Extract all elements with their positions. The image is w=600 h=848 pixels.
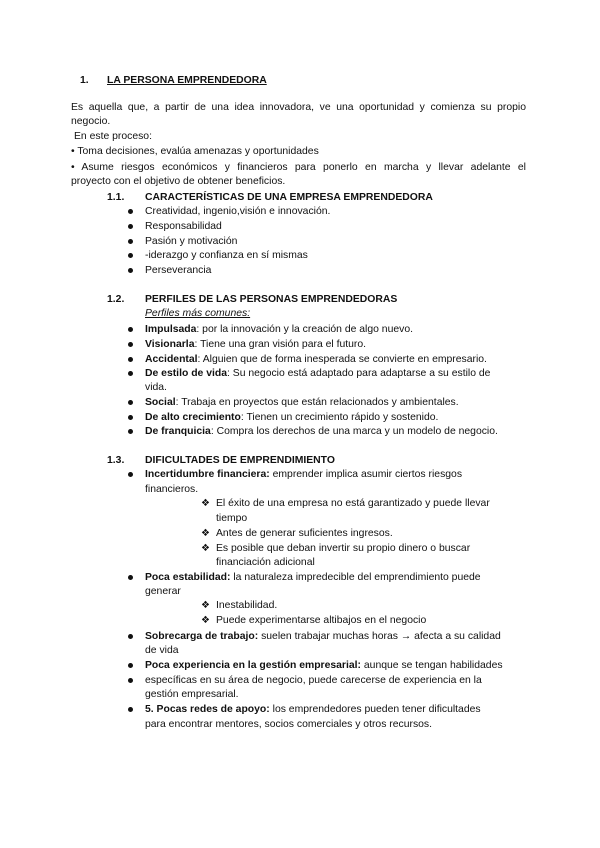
bullet-icon [128, 224, 133, 229]
diamond-bullet-icon: ❖ [201, 528, 210, 539]
section-title: CARACTERÍSTICAS DE UNA EMPRESA EMPRENDEDORA [145, 192, 433, 203]
item-text-continued: de vida [145, 645, 179, 656]
list-item [145, 411, 438, 424]
item-text: : Compra los derechos de una marca y un modelo de negocio. [210, 426, 498, 437]
item-term: Social [145, 397, 176, 408]
item-text-continued: vida. [145, 382, 167, 393]
list-item [145, 571, 481, 584]
item-text-continued: para encontrar mentores, socios comerciales y otros recursos. [145, 719, 433, 730]
list-item: Pasión y motivación [145, 236, 238, 247]
item-text: : por la innovación y la creación de algo nuevo. [196, 324, 414, 335]
bullet-icon [128, 253, 133, 258]
bullet-icon [128, 268, 133, 273]
item-text: : Su negocio está adaptado para adaptarse a su estilo de [227, 368, 491, 379]
bullet-icon [128, 575, 133, 580]
item-term: De alto crecimiento [145, 412, 241, 423]
list-item: -iderazgo y confianza en sí mismas [145, 250, 308, 261]
section-title: DIFICULTADES DE EMPRENDIMIENTO [145, 455, 335, 466]
heading-title: LA PERSONA EMPRENDEDORA [107, 75, 267, 86]
sub-item: Antes de generar suficientes ingresos. [216, 528, 393, 539]
list-item [145, 338, 366, 351]
item-text: : Tienen un crecimiento rápido y sostenido. [240, 412, 439, 423]
sub-item: Inestabilidad. [216, 600, 278, 611]
list-item [145, 659, 503, 672]
section-subtitle: Perfiles más comunes: [145, 308, 251, 319]
intro-point: proyecto con el objetivo de obtener beneficios. [71, 176, 286, 187]
item-text-continued: financieros. [145, 484, 199, 495]
item-term: De franquicia [145, 426, 211, 437]
item-text: aunque se tengan habilidades [361, 660, 503, 671]
list-item: Responsabilidad [145, 221, 222, 232]
intro-line: Es aquella que, a partir de una idea innovadora, ve una oportunidad y comienza su propio [71, 102, 526, 113]
item-text: la naturaleza impredecible del emprendimiento puede [230, 572, 481, 583]
intro-point: • Asume riesgos económicos y financieros para ponerlo en marcha y llevar adelante el [71, 162, 526, 173]
process-label: En este proceso: [74, 131, 152, 142]
list-item: Perseverancia [145, 265, 212, 276]
diamond-bullet-icon: ❖ [201, 498, 210, 509]
bullet-icon [128, 400, 133, 405]
item-term: Poca experiencia en la gestión empresarial: [145, 660, 361, 671]
list-item [145, 396, 459, 409]
list-item [145, 323, 413, 336]
sub-item-continued: financiación adicional [216, 557, 315, 568]
bullet-icon [128, 415, 133, 420]
item-text: emprender implica asumir ciertos riesgos [269, 469, 463, 480]
bullet-icon [128, 342, 133, 347]
item-text: : Tiene una gran visión para el futuro. [194, 339, 367, 350]
item-term: Poca estabilidad: [145, 572, 231, 583]
list-item [145, 353, 487, 366]
item-text: los emprendedores pueden tener dificultades [269, 704, 481, 715]
bullet-icon [128, 239, 133, 244]
bullet-icon [128, 429, 133, 434]
item-term: Accidental [145, 354, 198, 365]
item-text-continued: gestión empresarial. [145, 689, 239, 700]
bullet-icon [128, 209, 133, 214]
list-item [145, 425, 498, 438]
item-text: : Alguien que de forma inesperada se convierte en empresario. [197, 354, 487, 365]
bullet-icon [128, 634, 133, 639]
bullet-icon [128, 663, 133, 668]
bullet-icon [128, 707, 133, 712]
item-text: suelen trabajar muchas horas → afecta a su calidad [258, 631, 501, 642]
item-term: Impulsada [145, 324, 197, 335]
list-item [145, 703, 481, 716]
sub-item-continued: tiempo [216, 513, 248, 524]
sub-item: Es posible que deban invertir su propio dinero o buscar [216, 543, 471, 554]
section-number: 1.2. [107, 294, 125, 305]
item-text: : Trabaja en proyectos que están relacionados y ambientales. [175, 397, 459, 408]
item-term: De estilo de vida [145, 368, 227, 379]
list-item: Creatividad, ingenio,visión e innovación. [145, 206, 331, 217]
bullet-icon [128, 357, 133, 362]
heading-number: 1. [80, 75, 89, 86]
bullet-icon [128, 371, 133, 376]
item-term: 5. Pocas redes de apoyo: [145, 704, 270, 715]
list-item [145, 630, 501, 643]
item-term: Incertidumbre financiera: [145, 469, 270, 480]
list-item: específicas en su área de negocio, puede carecerse de experiencia en la [145, 675, 482, 686]
section-title: PERFILES DE LAS PERSONAS EMPRENDEDORAS [145, 294, 398, 305]
list-item [145, 468, 462, 481]
bullet-icon [128, 472, 133, 477]
intro-point: • Toma decisiones, evalúa amenazas y oportunidades [71, 146, 319, 157]
sub-item: Puede experimentarse altibajos en el negocio [216, 615, 427, 626]
bullet-icon [128, 327, 133, 332]
item-term: Visionarla [145, 339, 195, 350]
item-text-continued: generar [145, 586, 181, 597]
diamond-bullet-icon: ❖ [201, 615, 210, 626]
section-number: 1.1. [107, 192, 125, 203]
bullet-icon [128, 678, 133, 683]
intro-line: negocio. [71, 116, 111, 127]
diamond-bullet-icon: ❖ [201, 543, 210, 554]
section-number: 1.3. [107, 455, 125, 466]
diamond-bullet-icon: ❖ [201, 600, 210, 611]
sub-item: El éxito de una empresa no está garantizado y puede llevar [216, 498, 490, 509]
list-item [145, 367, 490, 380]
item-term: Sobrecarga de trabajo: [145, 631, 259, 642]
